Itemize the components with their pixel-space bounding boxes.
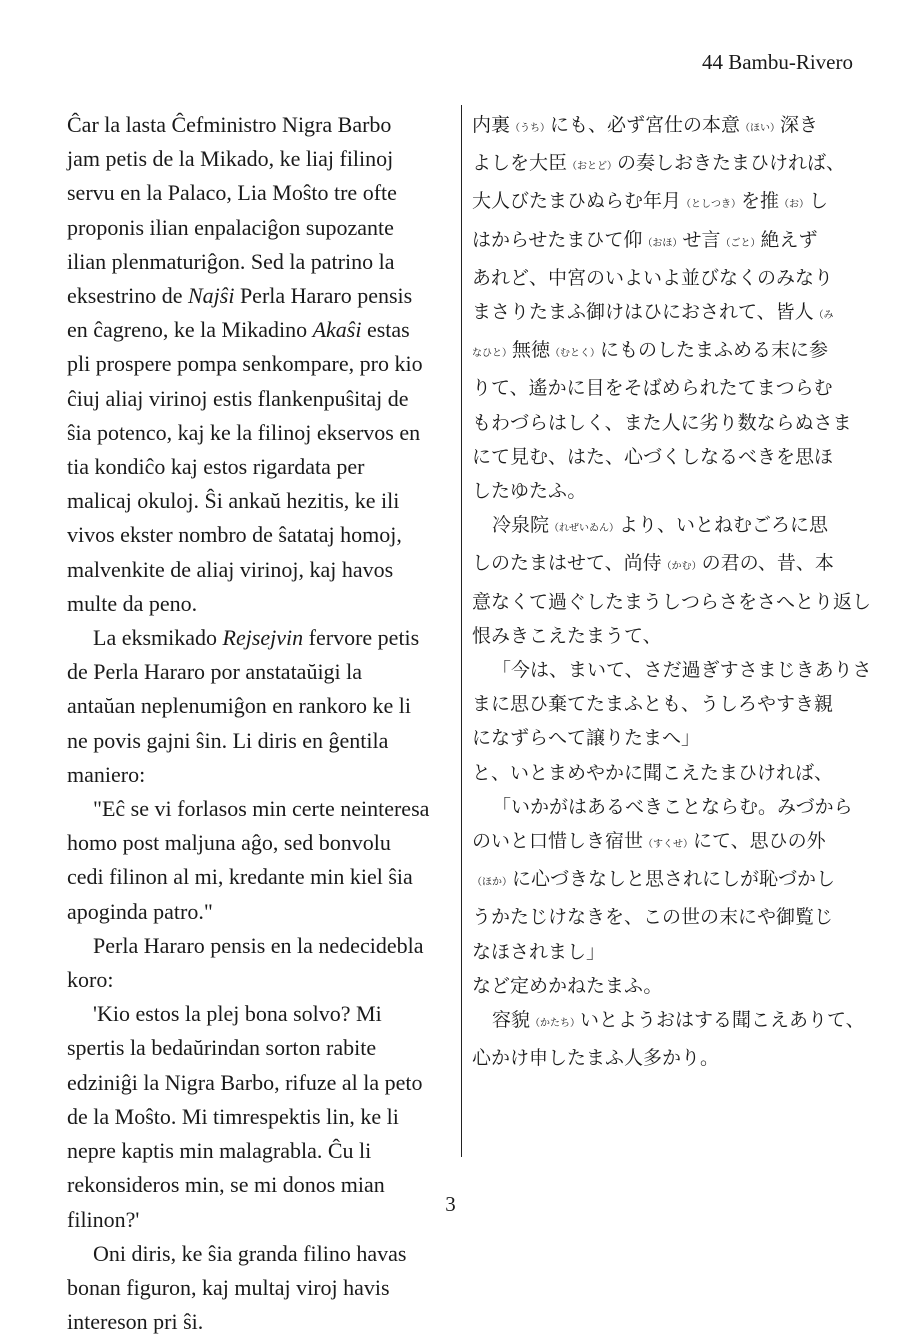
text-segment: fervore petis — [303, 625, 420, 651]
ruby-reading: なひと） — [472, 348, 512, 360]
text-line — [67, 1066, 459, 1100]
text-segment: homo post maljuna aĝo, sed bonvolu — [67, 830, 391, 856]
text-segment: antaŭan neplenumiĝon en rankoro ke li — [67, 693, 411, 719]
text-line — [67, 313, 459, 347]
text-line — [472, 1003, 872, 1041]
text-segment: La eksmikado — [93, 625, 223, 651]
ruby-reading: （むとく） — [550, 348, 601, 360]
text-line — [67, 826, 459, 860]
text-segment: したゆたふ。 — [472, 480, 587, 503]
text-line — [67, 792, 459, 826]
text-line — [472, 474, 872, 508]
text-line — [67, 963, 459, 997]
ruby-reading: （ごと） — [720, 237, 761, 249]
text-line — [67, 279, 459, 313]
text-segment: ĉiuj aliaj virinoj estis flankenpuŝitaj de — [67, 385, 409, 411]
text-segment: 心かけ申したまふ人多かり。 — [472, 1047, 720, 1070]
text-line — [67, 1271, 459, 1305]
text-line — [67, 211, 459, 245]
text-line — [67, 245, 459, 279]
text-line — [472, 261, 872, 295]
text-segment: malicaj okuloj. Ŝi ankaŭ hezitis, ke ili — [67, 488, 400, 514]
text-segment: estas — [361, 317, 410, 343]
text-line — [472, 508, 872, 546]
text-line — [67, 929, 459, 963]
text-segment: に心づきなしと思されにしが恥づかし — [512, 868, 836, 891]
text-line — [472, 146, 872, 184]
text-line — [472, 406, 872, 440]
text-line — [472, 1041, 872, 1075]
text-line — [67, 655, 459, 689]
text-segment: bonan figuron, kaj multaj viroj havis — [67, 1274, 390, 1300]
text-segment: せ言 — [682, 228, 721, 251]
text-segment: もわづらはしく、また人に劣り数ならぬさま — [472, 411, 852, 434]
text-segment: にも、必ず宮仕の本意 — [550, 114, 741, 136]
text-segment: にて、思ひの外 — [693, 830, 826, 853]
text-line — [472, 653, 872, 687]
text-segment: multe da peno. — [67, 590, 198, 616]
text-segment: ilian plenmaturiĝon. Sed la patrino la — [67, 248, 395, 274]
japanese-column — [472, 108, 872, 1075]
text-line — [472, 721, 872, 755]
text-line — [67, 1031, 459, 1065]
text-line — [67, 176, 459, 210]
ruby-reading: （れぜいゐん） — [549, 523, 620, 535]
text-segment: にものしたまふめる末に参 — [600, 339, 829, 362]
text-segment: koro: — [67, 967, 114, 993]
text-line — [67, 518, 459, 552]
text-line — [67, 1237, 459, 1271]
text-segment: と、いとまめやかに聞こえたまひければ、 — [472, 761, 834, 784]
text-segment: の奏しおきたまひければ、 — [617, 152, 846, 175]
text-line — [67, 587, 459, 621]
emphasized-text: Najŝi — [187, 283, 235, 309]
text-line — [472, 546, 872, 584]
text-segment: eksestrino de — [67, 283, 188, 309]
text-segment: なほされまし」 — [472, 940, 606, 963]
text-segment: cedi filinon al mi, kredante min kiel ŝia — [67, 864, 413, 890]
ruby-reading: （かたち） — [530, 1018, 581, 1030]
text-segment: より、いとねむごろに思 — [619, 514, 829, 537]
emphasized-text: Akaŝi — [312, 317, 362, 343]
text-line — [472, 824, 872, 862]
text-segment: まさりたまふ御けはひにおされて、皆人 — [472, 301, 814, 324]
text-segment: 絶えず — [760, 228, 818, 251]
text-segment: Oni diris, ke ŝia granda filino havas — [93, 1240, 407, 1266]
text-line — [67, 108, 459, 142]
text-line — [472, 440, 872, 474]
text-segment: 'Kio estos la plej bona solvo? Mi — [93, 1001, 382, 1027]
text-segment: Perla Hararo pensis en la nedecidebla — [93, 932, 424, 958]
text-segment: "Eĉ se vi forlasos min certe neinteresa — [93, 796, 430, 822]
ruby-reading: （うち） — [510, 123, 551, 134]
text-segment: servu en la Palaco, Lia Moŝto tre ofte — [67, 180, 397, 206]
page-number: 3 — [445, 1192, 456, 1216]
text-line — [67, 142, 459, 176]
text-segment: maniero: — [67, 761, 146, 787]
text-segment: edziniĝi la Nigra Barbo, rifuze al la peto — [67, 1069, 423, 1095]
text-line — [67, 758, 459, 792]
ruby-reading: （ほか） — [472, 877, 512, 889]
text-segment: のいと口惜しき宿世 — [472, 830, 644, 853]
text-line — [472, 935, 872, 969]
text-line — [67, 347, 459, 381]
text-segment: ŝia potenco, kaj ke la filinoj ekservos en — [67, 419, 421, 445]
column-divider — [461, 105, 462, 1157]
text-line — [67, 860, 459, 894]
text-line — [472, 223, 872, 261]
text-line — [67, 450, 459, 484]
text-segment: 内裏 — [472, 114, 511, 136]
text-line — [67, 1305, 459, 1339]
text-line — [472, 687, 872, 721]
text-segment: 深き — [780, 114, 819, 136]
ruby-reading: （すくせ） — [643, 839, 694, 851]
text-segment: en ĉagreno, ke la Mikadino — [67, 317, 313, 343]
text-segment: vivos ekster nombro de ŝatataj homoj, — [67, 522, 402, 548]
text-line — [67, 382, 459, 416]
text-segment: 意なくて過ぐしたまうしつらさをさへとり返し — [472, 590, 872, 613]
text-line — [472, 790, 872, 824]
text-line — [472, 756, 872, 790]
text-line — [472, 371, 872, 405]
text-line — [472, 969, 872, 1003]
text-line — [472, 295, 872, 333]
text-segment: よしを大臣 — [472, 152, 568, 175]
text-segment: tia kondiĉo kaj estos rigardata per — [67, 454, 365, 480]
text-segment: 恨みきこえたまうて、 — [472, 624, 662, 647]
text-line — [67, 416, 459, 450]
text-line — [67, 553, 459, 587]
text-line — [67, 997, 459, 1031]
text-line — [67, 1100, 459, 1134]
text-line — [472, 862, 872, 900]
ruby-reading: （おほ） — [642, 237, 683, 249]
text-line — [67, 689, 459, 723]
emphasized-text: Rejsejvin — [222, 625, 304, 651]
ruby-reading: （としつき） — [681, 199, 742, 211]
text-line — [67, 724, 459, 758]
text-segment: 大人びたまひぬらむ年月 — [472, 190, 682, 213]
text-line — [67, 484, 459, 518]
text-segment: まに思ひ棄てたまふとも、うしろやすき親 — [472, 693, 834, 716]
text-segment: de Perla Hararo por anstataŭigi la — [67, 659, 363, 685]
esperanto-column — [67, 108, 459, 1339]
text-segment: いとようおはする聞こえありて、 — [580, 1009, 865, 1032]
text-line — [472, 619, 872, 653]
text-segment: de la Moŝto. Mi timrespektis lin, ke li — [67, 1103, 399, 1129]
text-segment: nepre kaptis min malagrabla. Ĉu li — [67, 1138, 372, 1164]
text-segment: ne povis gajni ŝin. Li diris en ĝentila — [67, 727, 389, 753]
text-line — [472, 333, 872, 371]
text-segment: malvenkite de aliaj virinoj, kaj havos — [67, 556, 394, 582]
ruby-reading: （お） — [779, 199, 810, 211]
text-segment: jam petis de la Mikado, ke liaj filinoj — [67, 146, 394, 172]
text-segment: など定めかねたまふ。 — [472, 974, 663, 997]
running-header: 44 Bambu-Rivero — [701, 50, 853, 74]
text-line — [472, 184, 872, 222]
text-segment: うかたじけなきを、この世の末にや御覧じ — [472, 906, 834, 929]
text-segment: 容貌 — [492, 1009, 531, 1032]
ruby-reading: （ほい） — [740, 123, 781, 134]
text-line — [67, 895, 459, 929]
ruby-reading: （み — [813, 310, 834, 322]
text-segment: spertis la bedaŭrindan sorton rabite — [67, 1035, 377, 1061]
text-line — [67, 1134, 459, 1168]
text-line — [472, 585, 872, 619]
text-segment: apoginda patro." — [67, 898, 213, 924]
text-segment: し — [809, 190, 829, 213]
text-segment: Perla Hararo pensis — [234, 283, 413, 309]
text-segment: intereson pri ŝi. — [67, 1309, 204, 1335]
text-segment: の君の、昔、本 — [701, 552, 834, 575]
ruby-reading: （おとど） — [567, 161, 618, 173]
text-segment: Ĉar la lasta Ĉefministro Nigra Barbo — [67, 112, 392, 137]
text-line — [472, 108, 872, 146]
text-line — [472, 900, 872, 934]
text-line — [67, 621, 459, 655]
text-segment: filinon?' — [67, 1206, 140, 1232]
text-segment: pli prospere pompa senkompare, pro kio — [67, 351, 423, 377]
text-segment: はからせたまひて仰 — [472, 228, 643, 251]
text-segment: proponis ilian enpalaciĝon supozante — [67, 214, 394, 240]
text-segment: にて見む、はた、心づくしなるべきを思ほ — [472, 445, 834, 468]
text-segment: 「いかがはあるべきことならむ。みづから — [492, 795, 853, 818]
text-segment: になずらへて譲りたまへ」 — [472, 727, 701, 750]
text-segment: rekonsideros min, se mi donos mian — [67, 1172, 385, 1198]
text-segment: あれど、中宮のいよいよ並びなくのみなり — [472, 266, 834, 289]
text-segment: りて、遙かに目をそばめられたてまつらむ — [472, 377, 833, 400]
text-segment: を推 — [741, 190, 780, 213]
text-segment: しのたまはせて、尚侍 — [472, 552, 662, 575]
text-segment: 冷泉院 — [492, 514, 550, 537]
ruby-reading: （かむ） — [661, 561, 702, 573]
text-segment: 無徳 — [512, 339, 551, 362]
text-segment: 「今は、まいて、さだ過ぎすさまじきありさ — [492, 659, 872, 682]
